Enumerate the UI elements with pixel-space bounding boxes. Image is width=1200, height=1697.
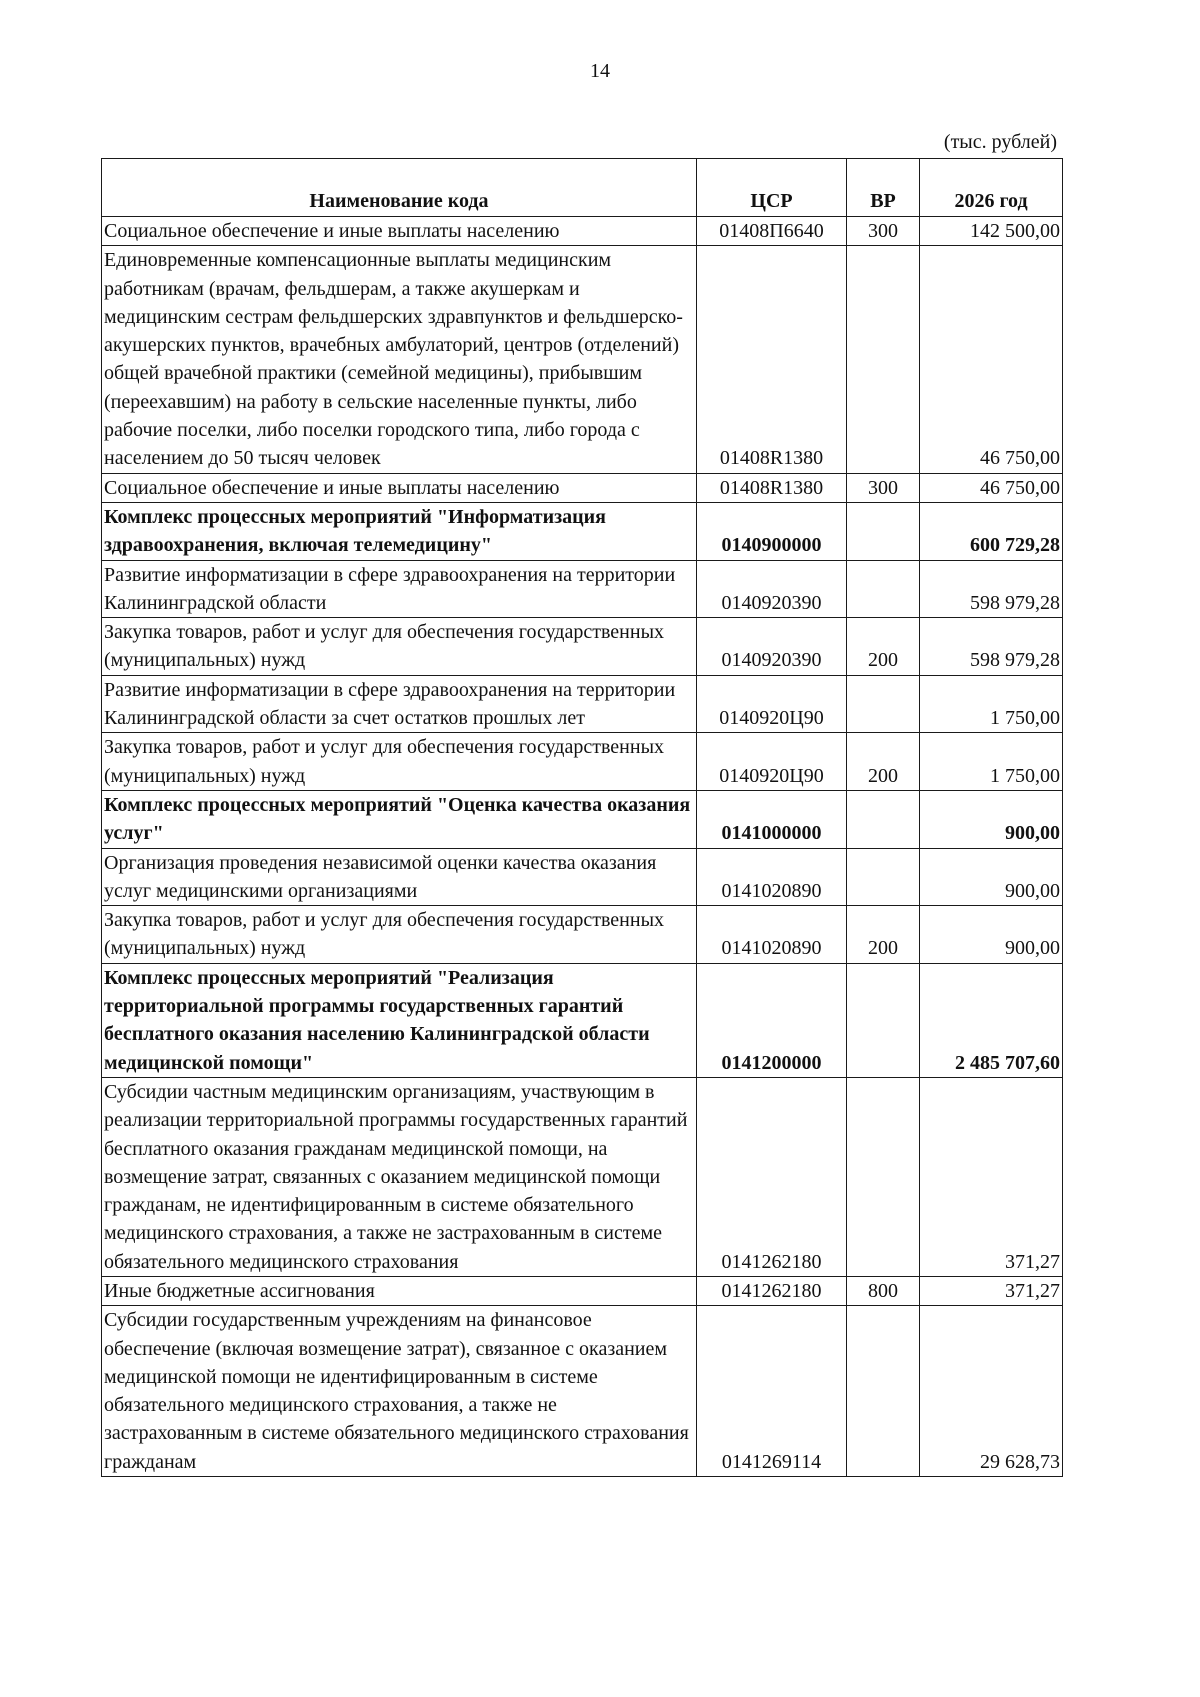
cell-name: Комплекс процессных мероприятий "Оценка качества оказания услуг" <box>102 790 697 848</box>
cell-vr <box>847 675 920 733</box>
cell-name: Субсидии частным медицинским организациям, участвующим в реализации территориальной программы государственных гарантий бесплатного оказания гражданам медицинской помощи, на возмещение затрат, связанных с оказанием медицинской помощи гражданам, не идентифицированным в системе обязательного медицинского страхования, а также не застрахованным в системе обязательного медицинского страхования <box>102 1077 697 1276</box>
cell-name: Комплекс процессных мероприятий "Информатизация здравоохранения, включая телемедицину" <box>102 502 697 560</box>
table-row <box>102 217 1063 246</box>
cell-name: Развитие информатизации в сфере здравоохранения на территории Калининградской области за счет остатков прошлых лет <box>102 675 697 733</box>
table-body <box>102 217 1063 1477</box>
table-row <box>102 246 1063 473</box>
cell-sum: 2 485 707,60 <box>920 963 1063 1077</box>
cell-sum: 900,00 <box>920 848 1063 906</box>
cell-sum: 46 750,00 <box>920 246 1063 473</box>
cell-vr <box>847 1306 920 1477</box>
cell-sum: 1 750,00 <box>920 675 1063 733</box>
header-vr: ВР <box>847 159 920 217</box>
table-row <box>102 560 1063 618</box>
table-row <box>102 1276 1063 1305</box>
cell-sum: 142 500,00 <box>920 217 1063 246</box>
cell-csr: 0141020890 <box>697 848 847 906</box>
cell-vr <box>847 790 920 848</box>
table-row <box>102 963 1063 1077</box>
cell-name: Субсидии государственным учреждениям на финансовое обеспечение (включая возмещение затрат), связанное с оказанием медицинской помощи не идентифицированным в системе обязательного медицинского страхования, а также не застрахованным в системе обязательного медицинского страхования гражданам <box>102 1306 697 1477</box>
units-label: (тыс. рублей) <box>943 131 1057 153</box>
table-row <box>102 906 1063 964</box>
cell-vr: 300 <box>847 217 920 246</box>
page-number: 14 <box>590 60 610 82</box>
header-csr: ЦСР <box>697 159 847 217</box>
table-row <box>102 1077 1063 1276</box>
cell-name: Закупка товаров, работ и услуг для обеспечения государственных (муниципальных) нужд <box>102 906 697 964</box>
table-row <box>102 848 1063 906</box>
cell-csr: 0140900000 <box>697 502 847 560</box>
cell-csr: 01408П6640 <box>697 217 847 246</box>
cell-sum: 900,00 <box>920 906 1063 964</box>
cell-vr <box>847 246 920 473</box>
cell-csr: 0140920390 <box>697 618 847 676</box>
table-row <box>102 473 1063 502</box>
cell-name: Единовременные компенсационные выплаты медицинским работникам (врачам, фельдшерам, а также акушеркам и медицинским сестрам фельдшерских здравпунктов и фельдшерско-акушерских пунктов, врачебных амбулаторий, центров (отделений) общей врачебной практики (семейной медицины), прибывшим (переехавшим) на работу в сельские населенные пункты, либо рабочие поселки, либо поселки городского типа, либо города с населением до 50 тысяч человек <box>102 246 697 473</box>
header-name: Наименование кода <box>102 159 697 217</box>
cell-name: Иные бюджетные ассигнования <box>102 1276 697 1305</box>
cell-csr: 0141269114 <box>697 1306 847 1477</box>
cell-name: Социальное обеспечение и иные выплаты населению <box>102 217 697 246</box>
table-header-row <box>102 159 1063 217</box>
cell-vr: 800 <box>847 1276 920 1305</box>
table-row <box>102 618 1063 676</box>
cell-csr: 0140920Ц90 <box>697 675 847 733</box>
cell-vr <box>847 502 920 560</box>
cell-vr <box>847 848 920 906</box>
cell-csr: 0141200000 <box>697 963 847 1077</box>
cell-vr <box>847 963 920 1077</box>
cell-sum: 598 979,28 <box>920 560 1063 618</box>
cell-name: Социальное обеспечение и иные выплаты населению <box>102 473 697 502</box>
cell-csr: 01408R1380 <box>697 473 847 502</box>
cell-sum: 598 979,28 <box>920 618 1063 676</box>
cell-csr: 0141000000 <box>697 790 847 848</box>
cell-csr: 0140920Ц90 <box>697 733 847 791</box>
cell-vr: 200 <box>847 618 920 676</box>
cell-sum: 900,00 <box>920 790 1063 848</box>
cell-vr <box>847 1077 920 1276</box>
cell-vr: 200 <box>847 733 920 791</box>
budget-table <box>101 158 1063 1477</box>
cell-csr: 0141262180 <box>697 1077 847 1276</box>
table-row <box>102 502 1063 560</box>
cell-name: Комплекс процессных мероприятий "Реализация территориальной программы государственных гарантий бесплатного оказания населению Калининградской области медицинской помощи" <box>102 963 697 1077</box>
header-sum: 2026 год <box>920 159 1063 217</box>
cell-sum: 29 628,73 <box>920 1306 1063 1477</box>
cell-name: Развитие информатизации в сфере здравоохранения на территории Калининградской области <box>102 560 697 618</box>
cell-sum: 371,27 <box>920 1077 1063 1276</box>
cell-sum: 600 729,28 <box>920 502 1063 560</box>
cell-sum: 371,27 <box>920 1276 1063 1305</box>
cell-vr: 200 <box>847 906 920 964</box>
table-row <box>102 790 1063 848</box>
cell-csr: 0141020890 <box>697 906 847 964</box>
cell-csr: 0141262180 <box>697 1276 847 1305</box>
cell-name: Закупка товаров, работ и услуг для обеспечения государственных (муниципальных) нужд <box>102 618 697 676</box>
cell-csr: 0140920390 <box>697 560 847 618</box>
cell-name: Закупка товаров, работ и услуг для обеспечения государственных (муниципальных) нужд <box>102 733 697 791</box>
cell-vr <box>847 560 920 618</box>
table-row <box>102 675 1063 733</box>
cell-csr: 01408R1380 <box>697 246 847 473</box>
table-row <box>102 733 1063 791</box>
cell-vr: 300 <box>847 473 920 502</box>
cell-name: Организация проведения независимой оценки качества оказания услуг медицинскими организациями <box>102 848 697 906</box>
table-row <box>102 1306 1063 1477</box>
cell-sum: 1 750,00 <box>920 733 1063 791</box>
cell-sum: 46 750,00 <box>920 473 1063 502</box>
